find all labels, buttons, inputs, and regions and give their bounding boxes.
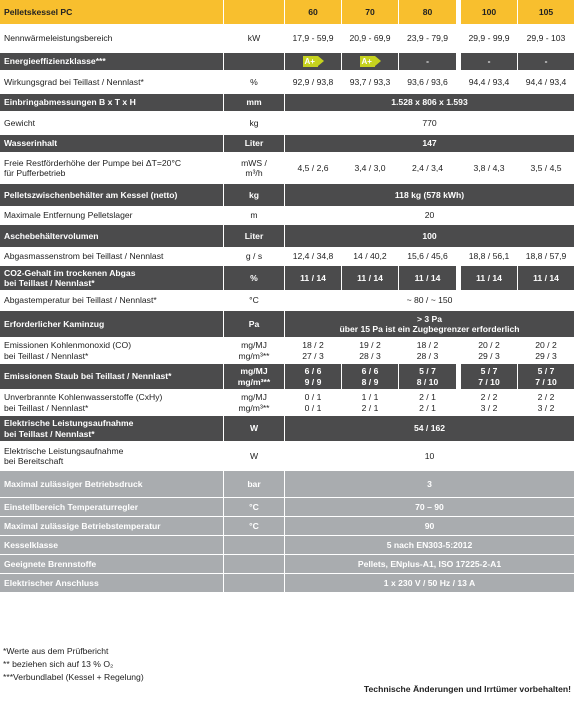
energy-class-text: A+	[304, 57, 315, 67]
value-line: 19 / 2	[359, 340, 381, 350]
row-value-70	[342, 248, 399, 266]
row-unit-line: °C	[249, 520, 259, 531]
value-line: 3 / 2	[537, 402, 555, 413]
row-unit	[224, 555, 285, 574]
row-label-line: Aschebehältervolumen	[4, 230, 99, 241]
row-unit-line: %	[250, 272, 258, 283]
value-line: 92,9 / 93,8	[292, 76, 334, 87]
row-value-all-models	[285, 416, 575, 442]
row-label-line: Nennwärmeleistungsbereich	[4, 33, 113, 44]
value-line: 20,9 - 69,9	[349, 33, 391, 44]
row-unit-line: mg/MJ	[241, 340, 267, 350]
row-label	[0, 555, 224, 574]
row-unit-line: kW	[247, 33, 261, 44]
row-value-80	[399, 338, 457, 364]
value-line: 11 / 14	[300, 272, 326, 283]
value-line: -	[426, 56, 429, 67]
row-value-80	[399, 364, 457, 390]
row-unit	[224, 112, 285, 135]
row-unit	[224, 442, 285, 471]
row-value-70	[342, 364, 399, 390]
row-value-80	[399, 153, 457, 184]
row-label	[0, 94, 224, 112]
row-label	[0, 207, 224, 225]
row-label	[0, 291, 224, 311]
value-line: 18,8 / 56,1	[468, 251, 510, 262]
model-header-100: 100	[461, 0, 518, 25]
row-value-all-models	[285, 555, 575, 574]
value-line: 28 / 3	[416, 350, 439, 361]
value-line: 18,8 / 57,9	[525, 251, 567, 262]
row-label-line: Unverbrannte Kohlenwasserstoffe (CxHy)	[4, 392, 163, 402]
value-line: 12,4 / 34,8	[292, 251, 334, 262]
row-unit	[224, 390, 285, 416]
value-line: 5 nach EN303-5:2012	[386, 539, 473, 550]
row-value-100	[461, 153, 518, 184]
model-header-80: 80	[399, 0, 457, 25]
row-label-line: Maximale Entfernung Pelletslager	[4, 210, 133, 221]
table-row	[0, 112, 575, 135]
row-unit-line: mWS /	[241, 157, 267, 168]
value-line: 7 / 10	[535, 376, 557, 387]
row-unit	[224, 536, 285, 555]
row-value-60	[285, 153, 342, 184]
table-row	[0, 291, 575, 311]
row-label	[0, 266, 224, 291]
row-label-line: Einbringabmessungen B x T x H	[4, 97, 136, 108]
row-value-all-models	[285, 135, 575, 153]
value-line: 18 / 2	[302, 340, 324, 350]
energy-class-text: A+	[361, 57, 372, 67]
row-label-line: Gewicht	[4, 117, 36, 128]
value-line: 11 / 14	[357, 272, 383, 283]
row-unit-line: Liter	[244, 138, 264, 149]
row-value-all-models	[285, 94, 575, 112]
value-line: 3 / 2	[480, 402, 498, 413]
row-value-70	[342, 390, 399, 416]
footnote: ** beziehen sich auf 13 % O₂	[3, 659, 114, 669]
value-line: 3,8 / 4,3	[473, 162, 505, 173]
row-label	[0, 498, 224, 517]
row-unit	[224, 248, 285, 266]
table-row	[0, 311, 575, 338]
row-unit-line: kg	[249, 117, 259, 128]
energy-label-badge	[360, 56, 381, 67]
row-label	[0, 574, 224, 593]
row-value-100	[461, 338, 518, 364]
table-row	[0, 94, 575, 112]
row-label-line: Maximal zulässiger Betriebsdruck	[4, 478, 143, 489]
row-unit-line: °C	[249, 501, 259, 512]
table-row	[0, 71, 575, 94]
value-line: 6 / 6	[361, 366, 379, 376]
row-label-line: Einstellbereich Temperaturregler	[4, 501, 139, 512]
row-value-all-models	[285, 225, 575, 248]
value-line: > 3 Pa	[416, 313, 443, 324]
value-line: 5 / 7	[419, 366, 436, 376]
value-line: 2 / 2	[537, 392, 555, 402]
value-line: 770	[422, 117, 437, 128]
row-value-60	[285, 266, 342, 291]
value-line: 94,4 / 93,4	[468, 76, 510, 87]
value-line: 9 / 9	[304, 376, 322, 387]
row-label-line: Kesselklasse	[4, 539, 58, 550]
row-value-60	[285, 390, 342, 416]
row-label	[0, 25, 224, 53]
row-unit-line: Liter	[244, 230, 264, 241]
row-value-all-models	[285, 517, 575, 536]
table-row	[0, 207, 575, 225]
row-label	[0, 225, 224, 248]
row-unit-line: %	[250, 76, 258, 87]
row-unit	[224, 207, 285, 225]
value-line: 29 / 3	[535, 350, 557, 361]
row-value-all-models	[285, 574, 575, 593]
value-line: 3	[427, 478, 432, 489]
row-label	[0, 135, 224, 153]
value-line: 17,9 - 59,9	[292, 33, 334, 44]
value-line: 100	[422, 230, 437, 241]
table-row	[0, 536, 575, 555]
table-row	[0, 184, 575, 207]
row-label-line: Abgastemperatur bei Teillast / Nennlast*	[4, 295, 157, 306]
row-value-100	[461, 248, 518, 266]
row-value-105	[518, 248, 575, 266]
value-line: 118 kg (578 kWh)	[394, 189, 465, 200]
model-header-70: 70	[342, 0, 399, 25]
row-label	[0, 517, 224, 536]
row-unit	[224, 94, 285, 112]
row-value-60	[285, 53, 342, 71]
table-row	[0, 225, 575, 248]
row-value-100	[461, 71, 518, 94]
row-unit	[224, 416, 285, 442]
row-value-80	[399, 53, 457, 71]
value-line: 20	[424, 210, 435, 221]
row-value-all-models	[285, 311, 575, 338]
row-label	[0, 364, 224, 390]
table-header-row	[0, 0, 575, 25]
row-unit-line: mg/MJ	[241, 392, 267, 402]
row-unit-line: kg	[248, 189, 260, 200]
row-label-line: Elektrische Leistungsaufnahme	[4, 445, 124, 456]
row-value-70	[342, 71, 399, 94]
row-value-80	[399, 390, 457, 416]
table-row	[0, 53, 575, 71]
value-line: 3,4 / 3,0	[354, 162, 386, 173]
row-unit-line: g / s	[245, 251, 263, 262]
value-line: 2 / 1	[419, 402, 436, 413]
row-label-line: Abgasmassenstrom bei Teillast / Nennlast	[4, 251, 164, 262]
row-value-70	[342, 25, 399, 53]
row-unit	[224, 225, 285, 248]
row-unit-line: mg/m³**	[237, 376, 271, 387]
row-label	[0, 338, 224, 364]
row-value-105	[518, 390, 575, 416]
table-row	[0, 338, 575, 364]
row-unit	[224, 291, 285, 311]
value-line: 11 / 14	[414, 272, 441, 283]
row-label-line: bei Teillast / Nennlast*	[4, 278, 95, 288]
row-value-100	[461, 266, 518, 291]
table-row	[0, 574, 575, 593]
row-value-100	[461, 390, 518, 416]
row-value-100	[461, 364, 518, 390]
row-value-all-models	[285, 471, 575, 498]
row-unit	[224, 25, 285, 53]
row-label-line: Erforderlicher Kaminzug	[4, 318, 105, 329]
value-line: -	[487, 56, 491, 67]
value-line: 20 / 2	[535, 340, 557, 350]
row-label	[0, 471, 224, 498]
value-line: 20 / 2	[478, 340, 500, 350]
row-value-all-models	[285, 536, 575, 555]
row-label-line: Wasserinhalt	[4, 138, 58, 149]
value-line: 1.528 x 806 x 1.593	[391, 97, 468, 108]
row-label-line: Elektrische Leistungsaufnahme	[4, 418, 134, 428]
row-value-80	[399, 248, 457, 266]
row-unit-line: mg/MJ	[240, 366, 268, 376]
value-line: 94,4 / 93,4	[525, 76, 567, 87]
value-line: 2 / 2	[480, 392, 498, 402]
row-value-80	[399, 71, 457, 94]
value-line: 5 / 7	[480, 366, 498, 376]
table-title: Pelletskessel PC	[0, 0, 224, 25]
row-value-80	[399, 25, 457, 53]
row-unit-line: mg/m³**	[238, 402, 270, 413]
value-line: 11 / 14	[476, 272, 502, 283]
row-label	[0, 248, 224, 266]
row-label	[0, 390, 224, 416]
row-label-line: bei Teillast / Nennlast*	[4, 428, 95, 439]
value-line: 3,5 / 4,5	[530, 162, 562, 173]
row-label	[0, 311, 224, 338]
row-label-line: Emissionen Kohlenmonoxid (CO)	[4, 340, 132, 350]
row-label	[0, 184, 224, 207]
row-value-70	[342, 338, 399, 364]
row-unit-line: °C	[249, 295, 259, 306]
row-unit	[224, 153, 285, 184]
row-value-60	[285, 338, 342, 364]
value-line: 93,7 / 93,3	[349, 76, 391, 87]
row-value-105	[518, 266, 575, 291]
row-label-line: Freie Restförderhöhe der Pumpe bei ΔT=20°C	[4, 157, 182, 168]
footnote: *Werte aus dem Prüfbericht	[3, 646, 109, 656]
row-unit	[224, 517, 285, 536]
row-unit	[224, 574, 285, 593]
value-line: 4,5 / 2,6	[297, 162, 329, 173]
table-row	[0, 416, 575, 442]
value-line: über 15 Pa ist ein Zugbegrenzer erforderlich	[339, 324, 520, 334]
row-label-line: bei Teillast / Nennlast*	[4, 350, 89, 361]
table-row	[0, 25, 575, 53]
row-value-all-models	[285, 184, 575, 207]
row-label-line: Elektrischer Anschluss	[4, 577, 99, 588]
value-line: 2 / 1	[361, 402, 379, 413]
row-value-105	[518, 53, 575, 71]
row-unit	[224, 71, 285, 94]
row-label-line: bei Teillast / Nennlast*	[4, 402, 89, 413]
table-row	[0, 153, 575, 184]
row-unit	[224, 311, 285, 338]
row-value-100	[461, 25, 518, 53]
table-row	[0, 135, 575, 153]
table-row	[0, 498, 575, 517]
table-row	[0, 517, 575, 536]
table-row	[0, 266, 575, 291]
row-label	[0, 71, 224, 94]
row-unit	[224, 498, 285, 517]
value-line: 29,9 - 103	[526, 33, 566, 44]
value-line: -	[544, 56, 548, 67]
row-label-line: Wirkungsgrad bei Teillast / Nennlast*	[4, 76, 144, 87]
value-line: 147	[422, 138, 437, 149]
table-row	[0, 442, 575, 471]
row-value-all-models	[285, 291, 575, 311]
model-header-105: 105	[518, 0, 575, 25]
row-label-line: CO2-Gehalt im trockenen Abgas	[4, 267, 136, 278]
row-unit-line: m	[250, 210, 258, 221]
value-line: 14 / 40,2	[353, 251, 387, 262]
value-line: 5 / 7	[537, 366, 555, 376]
row-value-100	[461, 53, 518, 71]
row-unit	[224, 338, 285, 364]
row-label	[0, 536, 224, 555]
row-label-line: für Pufferbetrieb	[4, 168, 66, 178]
value-line: 0 / 1	[304, 402, 322, 413]
disclaimer: Technische Änderungen und Irrtümer vorbehalten!	[363, 684, 571, 694]
value-line: 1 x 230 V / 50 Hz / 13 A	[383, 577, 476, 588]
value-line: 70 – 90	[415, 501, 444, 512]
value-line: 90	[424, 520, 435, 531]
value-line: 29,9 - 99,9	[468, 33, 510, 44]
footnotes	[3, 645, 144, 684]
row-value-all-models	[285, 442, 575, 471]
value-line: 10	[424, 450, 435, 461]
value-line: ~ 80 / ~ 150	[406, 295, 453, 306]
row-label	[0, 416, 224, 442]
unit-header-cell	[224, 0, 285, 25]
value-line: Pellets, ENplus-A1, ISO 17225-2-A1	[357, 558, 502, 569]
footnote: ***Verbundlabel (Kessel + Regelung)	[3, 672, 144, 682]
row-value-70	[342, 266, 399, 291]
row-unit	[224, 184, 285, 207]
row-value-105	[518, 25, 575, 53]
row-label-line: Emissionen Staub bei Teillast / Nennlast*	[4, 371, 172, 382]
table-row	[0, 555, 575, 574]
model-header-60: 60	[285, 0, 342, 25]
row-value-all-models	[285, 112, 575, 135]
row-value-all-models	[285, 498, 575, 517]
row-value-80	[399, 266, 457, 291]
row-unit-line: m³/h	[245, 168, 263, 178]
row-value-60	[285, 248, 342, 266]
value-line: 2 / 1	[419, 392, 436, 402]
row-unit-line: W	[249, 423, 259, 434]
row-value-60	[285, 364, 342, 390]
value-line: 28 / 3	[359, 350, 381, 361]
row-value-105	[518, 153, 575, 184]
value-line: 23,9 - 79,9	[406, 33, 449, 44]
row-label-line: Energieeffizienzklasse***	[4, 56, 106, 67]
row-label	[0, 442, 224, 471]
row-unit	[224, 471, 285, 498]
value-line: 2,4 / 3,4	[411, 162, 444, 173]
value-line: 18 / 2	[416, 340, 439, 350]
value-line: 8 / 9	[361, 376, 379, 387]
value-line: 93,6 / 93,6	[407, 76, 448, 87]
row-value-60	[285, 71, 342, 94]
row-value-60	[285, 25, 342, 53]
row-unit-line: W	[249, 450, 259, 461]
value-line: 1 / 1	[361, 392, 379, 402]
row-label-line: Maximal zulässige Betriebstemperatur	[4, 520, 161, 531]
value-line: 0 / 1	[304, 392, 322, 402]
row-unit-line: mg/m³**	[238, 350, 270, 361]
row-value-105	[518, 71, 575, 94]
row-value-70	[342, 153, 399, 184]
value-line: 11 / 14	[533, 272, 559, 283]
row-value-70	[342, 53, 399, 71]
value-line: 27 / 3	[302, 350, 324, 361]
table-row	[0, 390, 575, 416]
row-value-105	[518, 364, 575, 390]
energy-label-badge	[303, 56, 324, 67]
value-line: 29 / 3	[478, 350, 500, 361]
row-unit-line: bar	[247, 478, 261, 489]
value-line: 7 / 10	[478, 376, 500, 387]
row-label	[0, 112, 224, 135]
value-line: 54 / 162	[413, 423, 446, 434]
row-unit-line: Pa	[248, 318, 260, 329]
row-value-105	[518, 338, 575, 364]
row-label-line: Geeignete Brennstoffe	[4, 558, 97, 569]
table-row	[0, 471, 575, 498]
row-label-line: bei Bereitschaft	[4, 456, 64, 466]
row-value-all-models	[285, 207, 575, 225]
row-unit	[224, 135, 285, 153]
row-label	[0, 153, 224, 184]
row-unit	[224, 53, 285, 71]
table-row	[0, 248, 575, 266]
row-label-line: Pelletszwischenbehälter am Kessel (netto)	[4, 189, 178, 200]
value-line: 8 / 10	[416, 376, 439, 387]
row-unit	[224, 364, 285, 390]
row-unit-line: mm	[246, 97, 262, 108]
table-row	[0, 364, 575, 390]
value-line: 15,6 / 45,6	[407, 251, 448, 262]
row-unit	[224, 266, 285, 291]
row-label	[0, 53, 224, 71]
value-line: 6 / 6	[304, 366, 322, 376]
